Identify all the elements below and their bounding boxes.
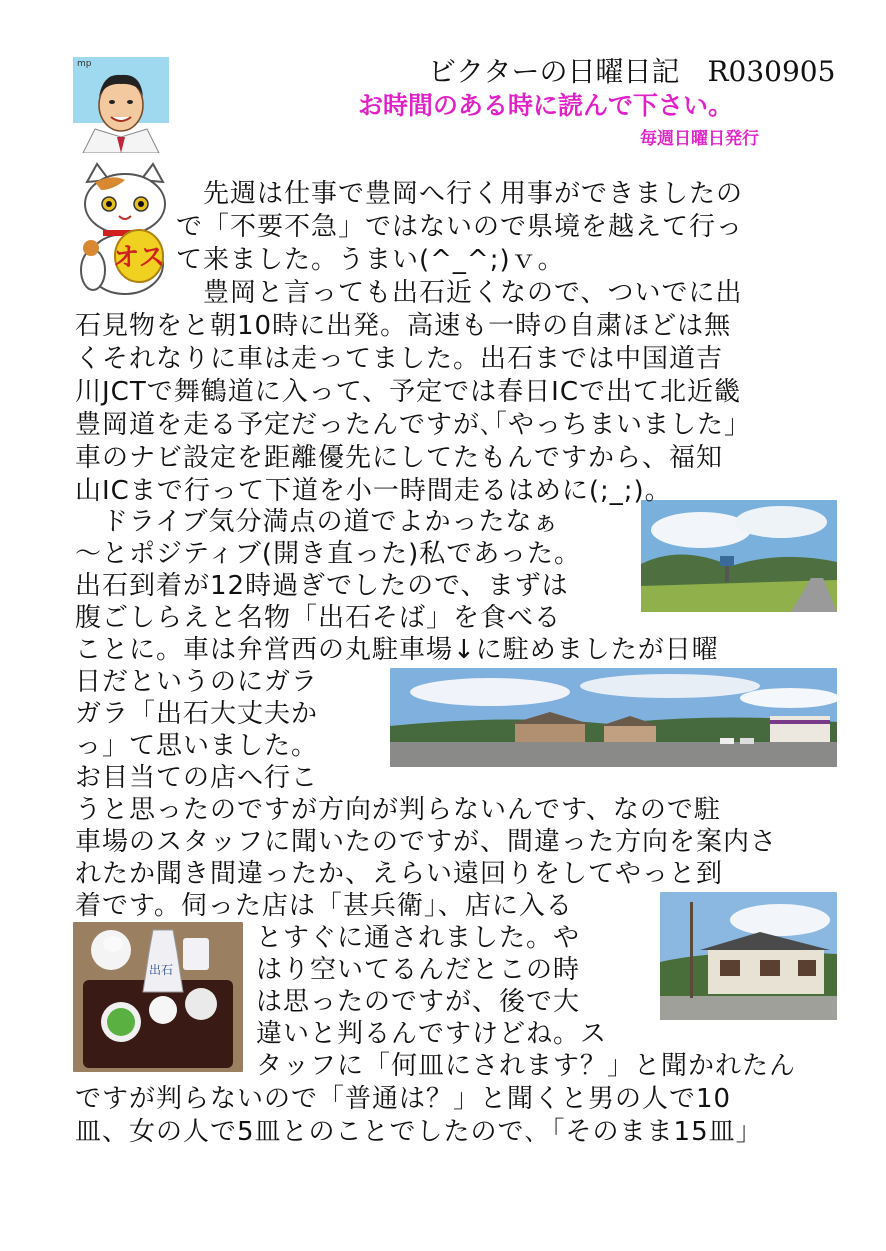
avatar-badge: mp xyxy=(77,59,92,69)
publish-note: 毎週日曜日発行 xyxy=(640,129,759,149)
diary-title: ビクターの日曜日記 R030905 xyxy=(428,55,836,88)
body-line: れたか聞き間違ったか、えらい遠回りをしてやっと到 xyxy=(75,859,724,889)
mascot-sign-text: オス xyxy=(113,243,165,273)
lucky-cat-icon xyxy=(73,160,177,298)
body-line: 着です。伺った店は「甚兵衛」、店に入る xyxy=(75,891,573,921)
body-line: ことに。車は弁営西の丸駐車場↓に駐めましたが日曜 xyxy=(75,635,719,665)
body-line: っ」て思いました。 xyxy=(75,731,319,761)
body-line: 豊岡と言っても出石近くなので、ついでに出 xyxy=(176,278,743,308)
body-line: ドライブ気分満点の道でよかったなぁ xyxy=(75,507,560,537)
scenic-road-photo xyxy=(641,500,837,612)
body-line: タッフに「何皿にされます？」と聞かれたん xyxy=(256,1051,797,1081)
body-line: お目当ての店へ行こ xyxy=(75,763,319,793)
body-line: くそれなりに車は走ってました。出石までは中国道吉 xyxy=(75,344,724,374)
body-line: 腹ごしらえと名物「出石そば」を食べる xyxy=(75,603,562,633)
caricature-icon xyxy=(73,57,169,153)
body-line: 皿、女の人で5皿とのことでしたので､「そのまま15皿」 xyxy=(75,1117,763,1147)
maneki-neko-mascot xyxy=(73,160,177,298)
body-line: ～とポジティブ(開き直った)私であった。 xyxy=(75,539,581,569)
body-line: 車場のスタッフに聞いたのですが、間違った方向を案内さ xyxy=(75,827,778,857)
body-line: 車のナビ設定を距離優先にしてたもんですから、福知 xyxy=(75,443,724,473)
body-line: はり空いてるんだとこの時 xyxy=(256,955,581,985)
body-line: うと思ったのですが方向が判らないんです、なので駐 xyxy=(75,795,721,825)
body-line: 石見物をと朝10時に出発。高速も一時の自粛ほどは無 xyxy=(75,311,732,341)
body-line: 日だというのにガラ xyxy=(75,667,319,697)
body-line: 先週は仕事で豊岡へ行く用事ができましたの xyxy=(176,179,744,209)
body-line: は思ったのですが、後で大 xyxy=(256,987,581,1017)
diary-subtitle: お時間のある時に読んで下さい。 xyxy=(358,91,734,120)
body-line: て来ました。うまい(^_^;)ｖ。 xyxy=(176,245,565,275)
soba-shop-exterior-photo xyxy=(660,892,837,1020)
body-line: 豊岡道を走る予定だったんですが､｢やっちまいました｣ xyxy=(75,410,739,440)
body-line: とすぐに通されました。や xyxy=(256,923,581,953)
body-line: で「不要不急」ではないので県境を越えて行っ xyxy=(176,212,744,242)
body-line: 違いと判るんですけどね。ス xyxy=(256,1019,608,1049)
svg-text:出石: 出石 xyxy=(148,963,174,977)
author-avatar xyxy=(73,57,169,153)
body-line: ガラ「出石大丈夫か xyxy=(75,699,319,729)
body-line: 出石到着が12時過ぎでしたので、まずは xyxy=(75,571,569,601)
body-line: ですが判らないので「普通は？」と聞くと男の人で10 xyxy=(75,1084,732,1114)
body-line: 川JCTで舞鶴道に入って、予定では春日ICで出て北近畿 xyxy=(75,377,742,407)
body-line: 山ICまで行って下道を小一時間走るはめに(;_;)。 xyxy=(75,476,672,506)
parking-lot-panorama-photo xyxy=(390,668,837,767)
soba-meal-photo xyxy=(73,922,243,1072)
